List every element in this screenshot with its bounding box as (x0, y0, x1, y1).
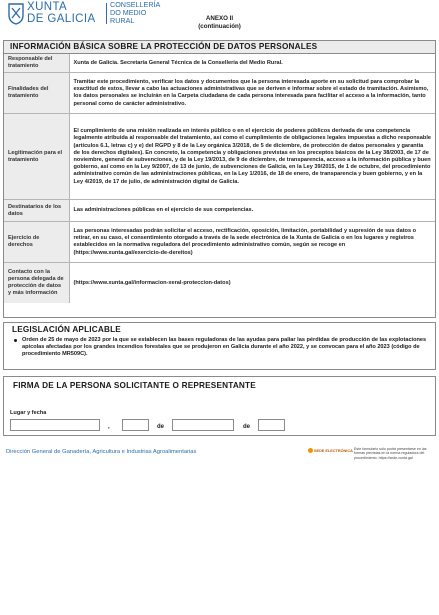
page-header (3, 0, 436, 28)
data-protection-table (4, 54, 435, 303)
year-field[interactable] (258, 419, 285, 431)
table-row (4, 114, 435, 200)
place-field[interactable] (10, 419, 100, 431)
table-row (4, 222, 435, 263)
table-row (4, 73, 435, 114)
month-field[interactable] (172, 419, 234, 431)
row-value: El cumplimiento de una misión realizada en interés público o en el ejercicio de poderes públicos derivada de una competencia legalmente atribuida al responsable del tratamiento, así como el cumplimiento de obligaciones legales impuestas a dicho responsable (artículos 6.1, letras c) y e) del RGPD y 8 de la Ley orgánica 3/2018, de 5 de diciembre, de protección de datos personales y garantía de los derechos digitales). En concreto, la competencia y obligaciones previstas en los preceptos básicos de la Ley 38/2003, de 17 de noviembre, general de subvenciones, y de la Ley 19/2013, de 9 de diciembre, de transparencia, acceso a la información pública y buen gobierno, así como en la Ley 9/2007, de 13 de junio, de subvenciones de Galicia, en la Ley 39/2015, de 1 de octubre, del procedimiento administrativo común de las administraciones públicas, en la Ley 1/2016, de 18 de enero, de transparencia y buen gobierno, y en la Ley 4/2019, de 17 de julio, de administración digital de Galicia. (69, 114, 435, 200)
legislation-item-text: Orden de 25 de mayo de 2023 por la que se establecen las bases reguladoras de las ayudas para paliar las pérdidas de producción de las explotaciones apícolas afectadas por los grandes incendios forestales que se produjeron en Galicia durante el año 2022, y se convocan para el año 2023 (código de procedimiento MR509C). (22, 337, 427, 358)
sede-icon (308, 448, 313, 453)
de-separator-1: de (157, 424, 165, 430)
table-row (4, 200, 435, 222)
bullet-icon (14, 339, 17, 342)
dept-line3: RURAL (110, 16, 135, 26)
logo-text-line2: DE GALICIA (27, 13, 96, 25)
sede-note: Este formulario sólo podrá presentarse en las formas previstas en la norma reguladora del procedimiento. https://sede.xunta.gal (354, 447, 427, 460)
sede-badge-text: SEDE ELECTRÓNICA (314, 449, 353, 453)
row-label: Destinatarios de los datos (4, 200, 69, 222)
data-protection-section (3, 40, 436, 318)
table-row (4, 263, 435, 303)
row-label: Finalidades del tratamiento (4, 73, 69, 114)
place-date-label: Lugar y fecha (10, 410, 47, 416)
de-separator-2: de (243, 424, 251, 430)
row-label: Contacto con la persona delegada de protección de datos y más información (4, 263, 69, 303)
table-row (4, 54, 435, 73)
footer-department: Dirección General de Ganadería, Agricultura e Industrias Agroalimentarias (6, 449, 197, 455)
row-value: Xunta de Galicia. Secretaría General Técnica de la Consellería del Medio Rural. (73, 59, 283, 66)
day-field[interactable] (122, 419, 149, 431)
page-footer (3, 447, 436, 461)
signature-title: FIRMA DE LA PERSONA SOLICITANTE O REPRESENTANTE (13, 381, 256, 390)
row-label: Responsable del tratamiento (4, 54, 69, 73)
legislation-section (3, 322, 436, 370)
row-value: (https://www.xunta.gal/informacion-xeral-proteccion-datos) (69, 263, 435, 303)
row-label: Legitimación para el tratamiento (4, 114, 69, 200)
logo-text-line1: XUNTA (27, 1, 68, 13)
row-label: Ejercicio de derechos (4, 222, 69, 263)
legislation-item (14, 337, 434, 359)
annex-subtitle: (continuación) (198, 22, 241, 30)
row-value: Tramitar este procedimiento, verificar los datos y documentos que la persona interesada aporte en su solicitud para comprobar la exactitud de estos, llevar a cabo las actuaciones administrativas que se deriven e informar sobre el estado de tramitación. Asimismo, los datos personales se incluirán en la Carpeta ciudadana de cada persona interesada para facilitar el acceso a la información, tanto personal como de carácter administrativo. (69, 73, 435, 114)
data-protection-title: INFORMACIÓN BÁSICA SOBRE LA PROTECCIÓN DE DATOS PERSONALES (4, 41, 435, 54)
comma-separator: , (108, 424, 110, 430)
dept-line2: DO MEDIO (110, 8, 147, 18)
dept-line1: CONSELLERÍA (110, 0, 161, 9)
row-value: Las administraciones públicas en el ejercicio de sus competencias. (69, 200, 435, 222)
annex-title: ANEXO II (205, 15, 234, 22)
legislation-title: LEGISLACIÓN APLICABLE (12, 325, 121, 334)
signature-section (3, 376, 436, 436)
footer-sede (308, 447, 438, 461)
row-value: Las personas interesadas podrán solicitar el acceso, rectificación, oposición, limitación, portabilidad y supresión de sus datos o retirar, en su caso, el consentimiento otorgado a través de la sede electrónica de la Xunta de Galicia o en los lugares y registros establecidos en la normativa reguladora del procedimiento administrativo común, según se recoge en (https://www.xunta.gal/exercicio-de-dereitos) (69, 222, 435, 263)
sede-electronica-badge (308, 448, 352, 455)
annex-heading (3, 15, 436, 30)
